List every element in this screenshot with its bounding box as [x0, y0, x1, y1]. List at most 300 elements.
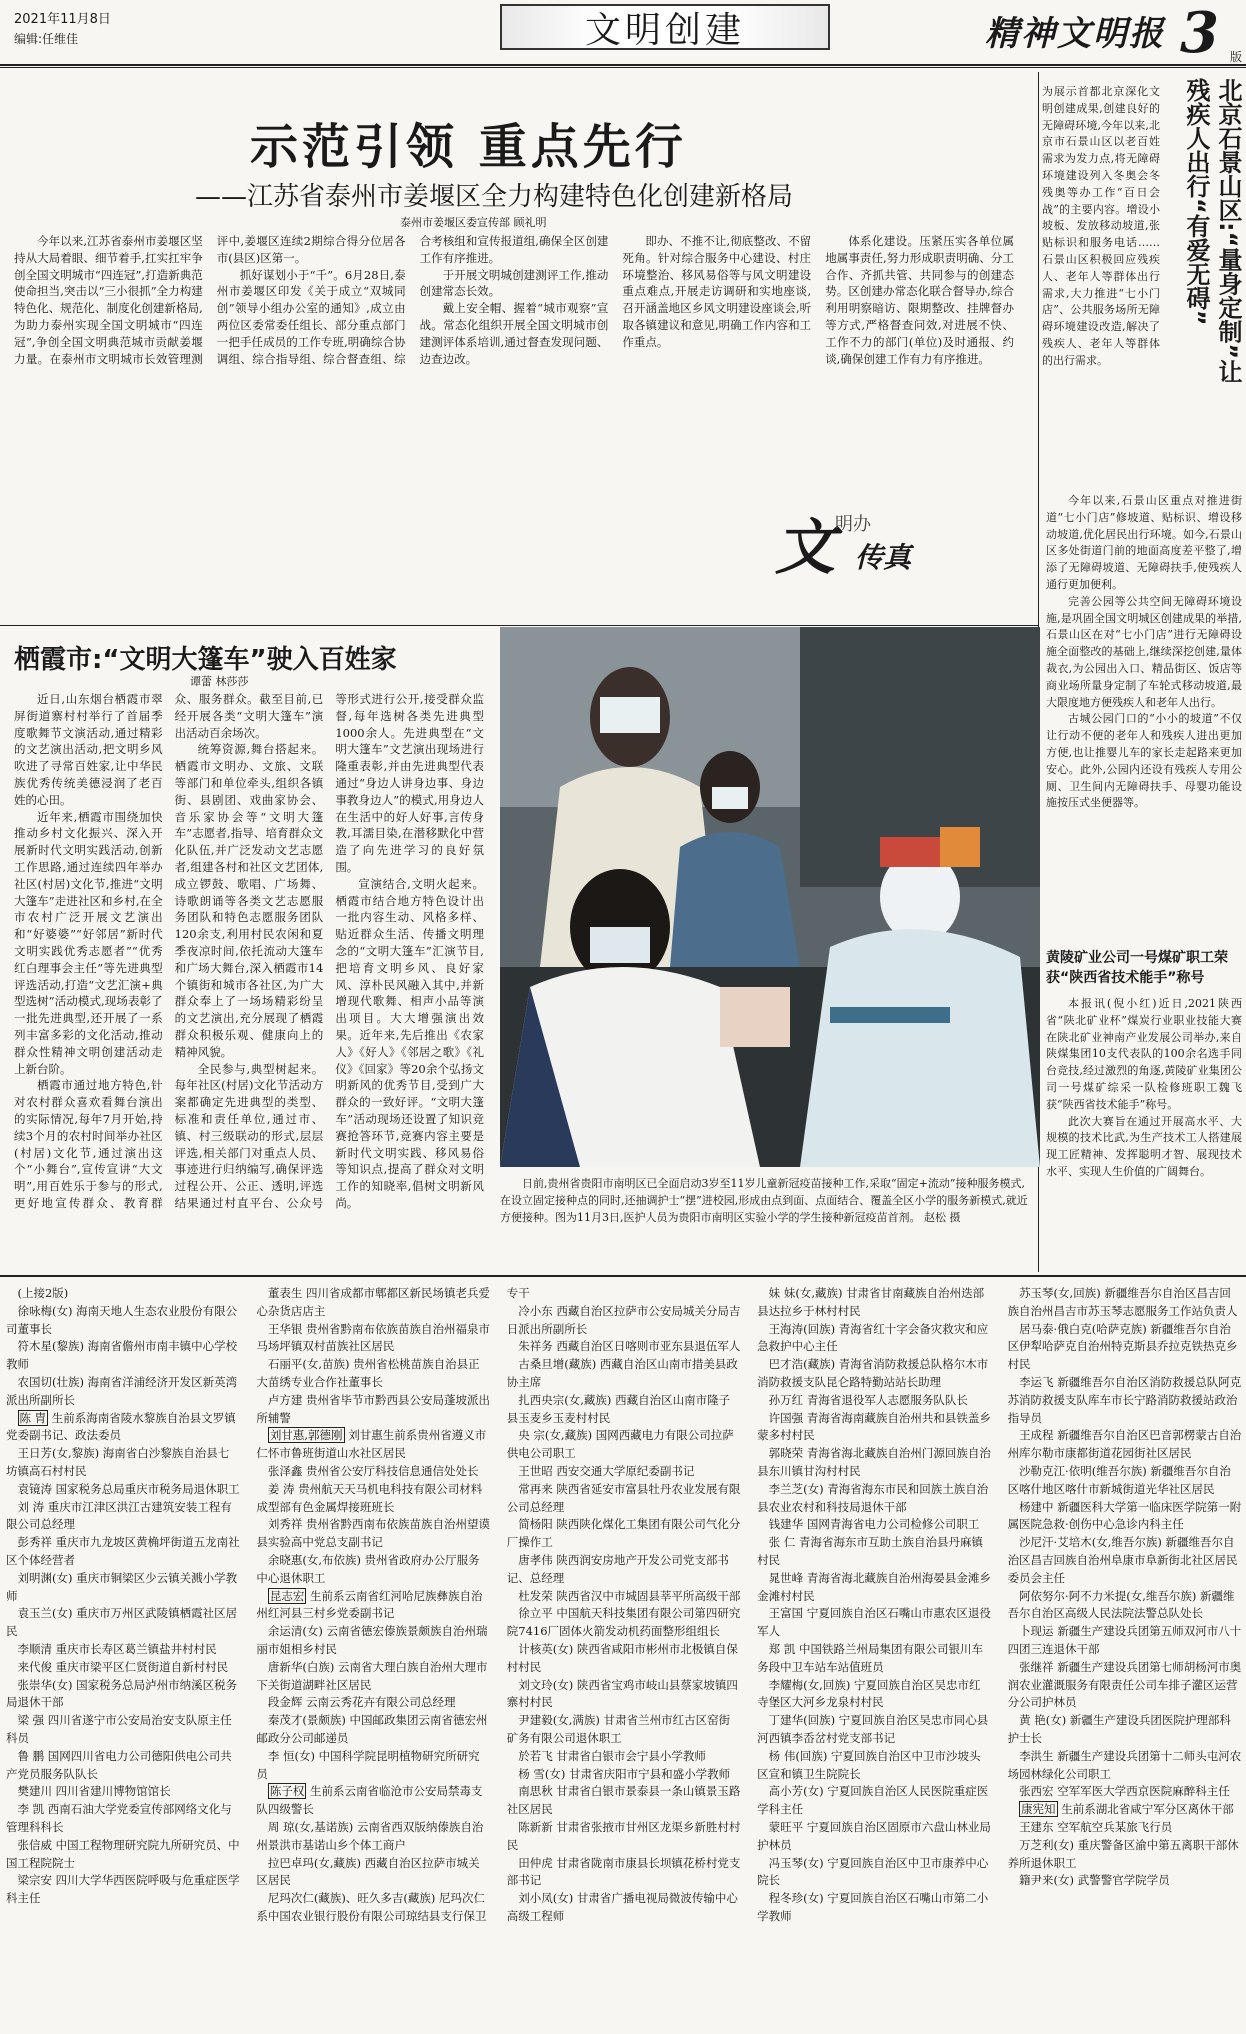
honoree-description: 青海省消防救援总队格尔木市消防救援支队昆仑路特勤站站长助理 — [757, 1357, 989, 1389]
honoree-name: 巴才浩(藏族) — [768, 1357, 836, 1372]
honoree-name: 钱建华 — [768, 1517, 804, 1532]
list-item — [256, 1285, 490, 1321]
honoree-name: 张泽鑫 — [267, 1463, 303, 1478]
list-item — [6, 1534, 240, 1570]
list-item — [6, 1837, 240, 1873]
honoree-description: 云南省西双版纳傣族自治州景洪市基诺山乡个体工商户 — [256, 1819, 484, 1852]
honoree-description: 尼玛次仁系中国农业银行股份有限公司琼结县支行保卫专干 — [256, 1286, 530, 1923]
list-item — [1008, 1499, 1242, 1535]
honoree-description: 重庆市江津区洪江古建筑安装工程有限公司总经理 — [6, 1499, 232, 1532]
honoree-name: 扎西央宗(女,藏族) — [518, 1392, 612, 1407]
list-item — [256, 1783, 490, 1819]
honoree-description: 重庆市梁平区仁贤街道自新村村民 — [52, 1659, 229, 1674]
honoree-description: 青海省海南藏族自治州共和县铁盖乡蒙多村村民 — [757, 1410, 991, 1443]
right-headline: 北京石景山区:“量身定制”让残疾人出行“有爱无碍” — [1182, 78, 1242, 384]
list-item — [757, 1748, 991, 1784]
honoree-description: 国网青海省电力公司检修公司职工 — [803, 1517, 980, 1532]
honoree-description: 西藏自治区山南市隆子县玉麦乡玉麦村村民 — [506, 1392, 731, 1425]
honoree-description: 青海省海北藏族自治州门源回族自治县东川镇甘沟村村民 — [757, 1446, 991, 1478]
edition-label: 版 — [1230, 50, 1243, 64]
list-item — [6, 1872, 240, 1908]
honor-list — [6, 1285, 1242, 2030]
honoree-name: 简杨阳 — [518, 1517, 553, 1532]
honoree-description: 贵州省公安厅科技信息通信处处长 — [302, 1463, 479, 1478]
feature-paragraph: 栖霞市通过地方特色,针对农村群众喜欢看舞台演出的实际情况,每年7月开始,持续3个月的农村时间举办社区(村居)文化节,通过演出这个“小舞台”,宣传宣讲“大文明”,用百姓乐于参与的形式,更好地宣传群众、教育群众、服务群众。截至目前,已经开展各类“文明大篷车”演出活动百余场次。 — [14, 692, 324, 1210]
list-item — [507, 1303, 741, 1339]
honoree-description: 新疆生产建设兵团第十二师头屯河农场园林绿化公司职工 — [1007, 1748, 1242, 1781]
logo-text: 明办 — [835, 514, 871, 535]
list-item — [757, 1890, 991, 1926]
honoree-description: 四川省成都市郫都区新民场镇老兵爱心杂货店店主 — [256, 1286, 491, 1318]
list-item — [256, 1321, 490, 1357]
honoree-name: 李耀梅(女,回族) — [768, 1677, 851, 1692]
list-item — [1008, 1588, 1242, 1624]
honoree-description: 宁夏回族自治区固原市六盘山林业局护林员 — [757, 1819, 991, 1852]
feature-title: 栖霞市:“文明大篷车”驶入百姓家 — [14, 645, 397, 675]
list-item — [6, 1285, 240, 1303]
honoree-description: 中国工程物理研究院九所研究员、中国工程院院士 — [6, 1837, 240, 1870]
list-item — [757, 1392, 991, 1410]
list-item — [757, 1445, 991, 1481]
honoree-description: 甘肃省甘南藏族自治州迭部县达拉乡于林村村民 — [757, 1286, 985, 1318]
honoree-description: 新疆维吾尔自治区昌吉回族自治州昌吉市苏玉琴志愿服务工作站负责人 — [1007, 1286, 1238, 1318]
list-item — [6, 1605, 240, 1641]
honoree-name: 籍尹来(女) — [1019, 1873, 1075, 1888]
photo-caption — [500, 1175, 1030, 1226]
list-item — [507, 1766, 741, 1784]
honoree-description: 甘肃省白银市景泰县一条山镇景玉路社区居民 — [506, 1784, 741, 1817]
list-item — [1008, 1872, 1242, 1890]
paper-name: 精神文明报 — [985, 14, 1165, 54]
honoree-name: 沙勒克江·依明(维吾尔族) — [1019, 1463, 1147, 1478]
list-item — [6, 1445, 240, 1481]
list-item — [6, 1712, 240, 1748]
honoree-description: 贵州省黔南布依族苗族自治州福泉市马场坪镇双村苗族社区居民 — [256, 1321, 491, 1354]
honoree-description: 西藏自治区日喀则市亚东县退伍军人 — [552, 1339, 741, 1354]
right-column — [1040, 78, 1246, 1278]
honoree-description: 青海省海东市互助土族自治县丹麻镇村民 — [757, 1535, 983, 1567]
honoree-description: 青海省海东市民和回族土族自治县农业农村和科技局退休干部 — [757, 1481, 989, 1514]
list-item — [1008, 1285, 1242, 1321]
honoree-description: 新疆维吾尔自治区巴音郭楞蒙古自治州库尔勒市康都街道花园街社区居民 — [1007, 1428, 1242, 1461]
honoree-description: 四川大学华西医院呼吸与危重症医学科主任 — [6, 1873, 240, 1906]
list-item — [1008, 1374, 1242, 1427]
honoree-name: 陈子权 — [269, 1784, 305, 1799]
honoree-name: 彭秀祥 — [17, 1535, 52, 1550]
section-divider — [0, 625, 1038, 626]
honoree-name: 许国强 — [768, 1410, 804, 1425]
caption-credit: 赵松 摄 — [924, 1211, 961, 1224]
vaccination-photo — [500, 627, 1040, 1167]
honoree-name: 徐咏梅(女) — [17, 1303, 73, 1318]
list-item — [256, 1748, 490, 1784]
lead-paragraph: 抓好谋划小于“千”。6月28日,泰州市姜堰区印发《关于成立“双城同创”领导小组办公室的通知》,成立由两位区委常委任组长、部分重点部门一把手任成员的工作专班,明确综合协调组、综合指导组、综合督查组、综合考核组和宣传报道组,确保全区创建工作有序推进。 — [216, 234, 609, 366]
honoree-name: 张 仁 — [768, 1535, 796, 1550]
honoree-description: 甘肃省广播电视局微波传输中心高级工程师 — [506, 1891, 738, 1923]
honoree-description: 重庆市长寿区葛兰镇盐井村村民 — [52, 1641, 217, 1656]
honoree-description: 宁夏回族自治区中卫市沙坡头区宣和镇卫生院院长 — [757, 1748, 981, 1781]
list-item — [507, 1516, 741, 1552]
list-item — [256, 1552, 490, 1588]
honoree-name: (上接2版) — [17, 1286, 69, 1300]
honoree-name: 南思秋 — [518, 1784, 553, 1799]
honoree-name: 李洪生 — [1019, 1748, 1054, 1763]
honoree-name: 董表生 — [267, 1286, 303, 1300]
honoree-description: 宁夏回族自治区石嘴山市第二小学教师 — [757, 1891, 989, 1923]
honoree-name: 沙尼汗·艾培木(女,维吾尔族) — [1019, 1535, 1162, 1550]
honoree-name: 王富国 — [768, 1606, 804, 1621]
list-item — [507, 1890, 741, 1926]
honoree-description: 重庆市万州区武陵镇栖霞社区居民 — [6, 1606, 238, 1639]
list-item — [6, 1801, 240, 1837]
honoree-name: 妹 妹(女,藏族) — [768, 1286, 843, 1300]
list-item — [757, 1285, 991, 1321]
honoree-name: 张继祥 — [1019, 1659, 1054, 1674]
list-item — [757, 1819, 991, 1855]
honoree-name: 刘甘惠,郭德刚 — [269, 1428, 343, 1443]
list-item — [6, 1677, 240, 1713]
list-item — [757, 1516, 991, 1534]
honoree-name: 樊建川 — [17, 1784, 52, 1799]
list-item — [757, 1783, 991, 1819]
list-item — [1008, 1321, 1242, 1374]
list-item — [757, 1356, 991, 1392]
list-item — [757, 1534, 991, 1570]
honoree-name: 周 琼(女,基诺族) — [267, 1819, 354, 1834]
honoree-name: 张崇华(女) — [17, 1677, 73, 1692]
list-item — [256, 1819, 490, 1855]
list-item — [6, 1659, 240, 1677]
honoree-description: 甘肃省兰州市红古区窑街矿务有限公司退休职工 — [506, 1713, 731, 1745]
list-item — [507, 1819, 741, 1855]
list-item — [507, 1392, 741, 1428]
issue-date: 2021年11月8日 — [14, 12, 111, 27]
honoree-description: 云南云秀花卉有限公司总经理 — [302, 1695, 456, 1710]
honoree-description: 陕西省汉中市城固县莘平所高级干部 — [552, 1588, 741, 1603]
list-item — [507, 1641, 741, 1677]
honoree-description: 新疆生产建设兵团医院护理部科护士长 — [1007, 1713, 1231, 1745]
honoree-name: 李运飞 — [1019, 1374, 1054, 1389]
feature-paragraph: 统筹资源,舞台搭起来。栖霞市文明办、文旅、文联等部门和单位牵头,组织各镇街、县剧团、戏曲家协会、音乐家协会等“文明大篷车”志愿者,指导、培育群众文化队伍,并广泛发动文艺志愿者,组建各村和社区文艺团体,成立锣鼓、歌唱、广场舞、诗歌朗诵等各类文艺志愿服务团队和特色志愿服务团队120余支,利用村民农闲和夏季夜凉时间,依托流动大篷车和广场大舞台,深入栖霞市14个镇街和城市各社区,为广大群众奉上了一场场精彩纷呈的文艺演出,充分展现了栖霞群众积极乐观、健康向上的精神风貌。 — [174, 742, 324, 1059]
honoree-name: 王世昭 — [518, 1463, 553, 1478]
list-item — [256, 1855, 490, 1891]
honoree-description: 海南省白沙黎族自治县七坊镇高石村村民 — [6, 1446, 230, 1478]
list-item — [6, 1570, 240, 1606]
honoree-name: 余晓惠(女,布依族) — [267, 1552, 362, 1567]
honoree-name: 唐孝伟 — [518, 1552, 553, 1567]
honoree-description: 陕西省宝鸡市岐山县蔡家坡镇四寨村村民 — [506, 1677, 738, 1710]
honoree-name: 蒙旺平 — [768, 1819, 804, 1834]
right-sub-body — [1046, 996, 1242, 1181]
honoree-description: 甘肃省白银市会宁县小学教师 — [552, 1748, 706, 1763]
honoree-name: 王建东 — [1019, 1819, 1054, 1834]
list-item — [256, 1356, 490, 1392]
list-item — [256, 1481, 490, 1517]
honoree-name: 卜现运 — [1019, 1624, 1054, 1639]
honoree-description: 宁夏回族自治区中卫市康养中心院长 — [757, 1855, 989, 1888]
honoree-name: 石丽平(女,苗族) — [267, 1357, 350, 1372]
honoree-name: 杨 雪(女) — [518, 1766, 566, 1781]
right-paragraph: 古城公园门口的“小小的坡道”不仅让行动不便的老年人和残疾人进出更加方便,也让推婴儿车的家长走起路来更加安心。此外,公园内还设有残疾人专用公厕、卫生间内无障碍扶手、母婴功能设施按压式坐便器等。 — [1046, 712, 1242, 810]
honoree-description: 西藏自治区拉萨市公安局城关分局吉日派出所副所长 — [506, 1303, 741, 1336]
list-item — [6, 1783, 240, 1801]
feature-article — [0, 627, 1040, 1270]
list-item — [507, 1712, 741, 1748]
honoree-description: 新疆维吾尔自治区高级人民法院法警总队处长 — [1007, 1588, 1235, 1621]
list-item — [256, 1392, 490, 1428]
honoree-name: 常再来 — [518, 1481, 553, 1496]
honoree-name: 田仲虎 — [518, 1855, 553, 1870]
lead-subtitle: ——江苏省泰州市姜堰区全力构建特色化创建新格局 — [195, 182, 794, 212]
list-item — [6, 1374, 240, 1410]
honoree-name: 阿依努尔·阿不力米提(女,维吾尔族) — [1019, 1588, 1197, 1603]
feature-paragraph: 全民参与,典型树起来。每年社区(村居)文化节活动方案都确定先进典型的类型、标准和责任单位,通过市、镇、村三级联动的形式,层层评选,相关部门对重点人员、事迹进行归纳编写,确保评选过程公开、公正、透明,评选结果通过村直平台、公众号等形式进行公开,接受群众监督,每年选树各类先进典型1000余人。先进典型在“文明大篷车”文艺演出现场进行隆重表彰,并由先进典型代表通过“身边人讲身边事、身边事教身边人”的模式,用身边人在生活中的好人好事,言传身教,耳濡目染,在潜移默化中营造了向先进学习的良好氛围。 — [174, 692, 484, 1210]
list-item — [1008, 1427, 1242, 1463]
honoree-name: 程冬珍(女) — [768, 1891, 824, 1906]
honoree-description: 重庆警备区渝中第五离职干部休养所退休职工 — [1007, 1837, 1239, 1870]
honoree-description: 新疆维吾尔自治区伊犁哈萨克自治州特克斯县乔拉克铁热克乡村民 — [1007, 1321, 1238, 1372]
honoree-description: 刘甘惠生前系贵州省遵义市仁怀市鲁班街道山水社区居民 — [256, 1428, 487, 1461]
photo-illustration — [500, 627, 1040, 1167]
masthead-rule — [0, 64, 1246, 68]
honoree-name: 李兰芝(女) — [768, 1481, 824, 1496]
list-item — [1008, 1659, 1242, 1712]
section-title: 文明创建 — [500, 4, 830, 50]
right-paragraph: 今年以来,石景山区重点对推进街道“七小门店”修坡道、贴标识、增设移动坡道,优化居民出行环境。如今,石景山区多处街道门前的地面高度差平整了,增添了无障碍坡道、无障碍扶手,使残疾人通行更加便利。 — [1046, 494, 1242, 591]
honoree-name: 居马泰·俄白克(哈萨克族) — [1019, 1321, 1147, 1336]
list-item — [1008, 1534, 1242, 1587]
honoree-name: 袁镜涛 — [17, 1481, 52, 1496]
honoree-description: 贵州省毕节市黔西县公安局蓬坡派出所辅警 — [256, 1392, 491, 1425]
honoree-description: 重庆市铜梁区少云镇关溅小学教师 — [6, 1570, 238, 1603]
honoree-description: 陕西省咸阳市彬州市北极镇自保村村民 — [506, 1641, 738, 1674]
honoree-name: 拉巴卓玛(女,藏族) — [267, 1855, 362, 1870]
honoree-description: 甘肃省张掖市甘州区龙渠乡新胜村村民 — [506, 1819, 741, 1852]
honoree-name: 刘小凤(女) — [518, 1891, 574, 1906]
list-item — [507, 1463, 741, 1481]
honoree-description: 生前系湖北省咸宁军分区离休干部 — [1057, 1802, 1234, 1817]
list-item — [757, 1855, 991, 1891]
honoree-name: 刘文玲(女) — [518, 1677, 574, 1692]
honoree-description: 宁夏回族自治区吴忠市红寺堡区大河乡龙泉村村民 — [757, 1677, 981, 1710]
honoree-description: 甘肃省陇南市康县长坝镇花桥村党支部书记 — [506, 1855, 741, 1888]
honoree-name: 张西宏 — [1019, 1784, 1054, 1799]
list-item — [507, 1605, 741, 1641]
list-item — [6, 1748, 240, 1784]
list-item — [256, 1623, 490, 1659]
honoree-name: 来代俊 — [17, 1659, 52, 1674]
honoree-name: 央 宗(女,藏族) — [518, 1428, 593, 1443]
honoree-description: 新疆维吾尔自治区喀什地区喀什市新城街道光华社区居民 — [1007, 1463, 1231, 1496]
list-item — [1008, 1783, 1242, 1801]
list-item — [1008, 1712, 1242, 1748]
honoree-name: 李 凯 — [17, 1802, 45, 1817]
honoree-name: 朱祥务 — [518, 1339, 553, 1354]
honoree-description: 空军航空兵某旅飞行员 — [1053, 1819, 1173, 1834]
right-paragraph: 完善公园等公共空间无障碍环境设施,是巩固全国文明城区创建成果的举措,石景山区在对“七小门店”进行无障碍设施全面整改的基础上,继续深挖创建,量体裁衣,为公园出入口、精品街区、饭店等商业场所量身定制了车轮式移动坡道,最大限度地方便残疾人和老年人出行。 — [1046, 594, 1242, 709]
honoree-name: 康宪知 — [1021, 1802, 1056, 1817]
honoree-name: 王海涛(回族) — [768, 1321, 836, 1336]
list-item — [507, 1748, 741, 1766]
list-item — [6, 1303, 240, 1339]
honoree-name: 万芝利(女) — [1019, 1837, 1075, 1852]
honoree-description: 海南天地人生态农业股份有限公司董事长 — [6, 1303, 238, 1336]
right-body — [1046, 493, 1242, 812]
lead-paragraph: 体系化建设。压紧压实各单位属地属事责任,努力形成职责明确、分工合作、齐抓共管、共同参与的创建态势。区创建办常态化联合督导办,综合利用明察暗访、限期整改、挂牌督办等方式,严格督查问效,对进展不快、工作不力的部门(单位)及时通报、约谈,确保创建工作有力有序推进。 — [825, 234, 1014, 366]
honoree-name: 苏玉琴(女,回族) — [1019, 1286, 1101, 1300]
list-item — [757, 1481, 991, 1517]
list-item — [507, 1338, 741, 1356]
honoree-description: 四川省建川博物馆馆长 — [52, 1784, 171, 1799]
feature-paragraph: 近日,山东烟台栖霞市翠屏街道寨村村举行了首届季度歌舞节文演活动,通过精彩的文艺演出活动,把文明乡风吹进了寻常百姓家,让中华民族优秀传统美德浸润了老百姓的心田。 — [14, 692, 163, 807]
list-item — [256, 1712, 490, 1748]
list-item — [507, 1677, 741, 1713]
feature-byline: 谭蕾 林莎莎 — [190, 675, 249, 688]
honoree-description: 中国铁路兰州局集团有限公司银川车务段中卫车站车站值班员 — [757, 1641, 983, 1674]
honoree-description: 武警警官学院学员 — [1074, 1873, 1170, 1888]
honoree-description: 生前系云南省红河哈尼族彝族自治州红河县三村乡党委副书记 — [256, 1588, 483, 1621]
honoree-description: 陕西润安房地产开发公司党支部书记、总经理 — [506, 1552, 729, 1585]
honoree-name: 卢方建 — [267, 1392, 303, 1407]
honoree-name: 高小芳(女) — [768, 1784, 824, 1799]
honoree-description: 甘肃省庆阳市宁县和盛小学教师 — [565, 1766, 731, 1781]
honoree-name: 郑 凯 — [768, 1641, 796, 1656]
caption-text: 日前,贵州省贵阳市南明区已全面启动3岁至11岁儿童新冠疫苗接种工作,采取“固定+流动”接种服务模式,在设立固定接种点的同时,还抽调护士“摆”进校园,形成由点到面、点面结合、覆盖全区小学的服务新模式,就近方便接种。图为11月3日,医护人员为贵阳市南明区实验小学的学生接种新冠疫苗首剂。 — [500, 1177, 1028, 1224]
honoree-description: 宁夏回族自治区人民医院重症医学科主任 — [757, 1784, 989, 1817]
honoree-name: 杨建中 — [1019, 1499, 1054, 1514]
list-item — [757, 1605, 991, 1641]
honoree-name: 农国切(壮族) — [17, 1374, 84, 1389]
honoree-name: 尹建毅(女,满族) — [518, 1713, 600, 1728]
list-item — [6, 1481, 240, 1499]
honoree-name: 黄 艳(女) — [1019, 1713, 1067, 1728]
list-item — [507, 1552, 741, 1588]
honoree-name: 段金辉 — [267, 1695, 303, 1710]
right-sub-paragraph: 本报讯(倪小红)近日,2021陕西省“陕北矿业杯”煤炭行业职业技能大赛在陕北矿业神南产业发展公司举办,来自陕煤集团10支代表队的100余名选手同台竞技,经过激烈的角逐,黄陵矿业集团公司一号煤矿综采一队检修班职工魏飞获“陕西省技术能手”称号。 — [1046, 997, 1242, 1111]
list-item — [507, 1783, 741, 1819]
list-item — [757, 1321, 991, 1357]
honoree-description: 陕西省延安市富县牡丹农业发展有限公司总经理 — [506, 1481, 741, 1514]
list-item — [256, 1463, 490, 1481]
honoree-description: 新疆生产建设兵团第五师双河市八十四团三连退休干部 — [1007, 1624, 1242, 1656]
honoree-name: 唐新华(白族) — [267, 1659, 335, 1674]
honoree-name: 刘明渊(女) — [17, 1570, 73, 1585]
honoree-name: 姜 涛 — [267, 1481, 295, 1496]
honoree-description: 贵州航天天马机电科技有限公司材料成型部有色金属焊接班班长 — [256, 1481, 483, 1514]
honoree-description: 贵州省政府办公厅服务中心退休职工 — [256, 1552, 480, 1585]
honoree-name: 古桑旦增(藏族) — [518, 1357, 597, 1372]
list-item — [6, 1641, 240, 1659]
honoree-description: 海南省洋浦经济开发区新英湾派出所副所长 — [6, 1374, 238, 1407]
list-item — [256, 1516, 490, 1552]
list-item — [1008, 1819, 1242, 1837]
honoree-description: 中国科学院昆明植物研究所研究员 — [256, 1748, 480, 1781]
honoree-description: 重庆市九龙坡区黄桷坪街道五龙南社区个体经营者 — [6, 1535, 240, 1567]
honoree-name: 王成程 — [1019, 1428, 1054, 1443]
lead-paragraph: 于开展文明城创建测评工作,推动创建常态长效。 — [419, 267, 609, 299]
honoree-name: 鲁 鹏 — [17, 1748, 45, 1763]
masthead — [0, 0, 1246, 72]
honoree-name: 孙万红 — [768, 1392, 804, 1407]
honoree-description: 宁夏回族自治区吴忠市同心县河西镇李岙岔村党支部书记 — [757, 1713, 989, 1745]
list-item — [757, 1677, 991, 1713]
list-item — [1008, 1623, 1242, 1659]
list-item — [507, 1356, 741, 1392]
honoree-description: 贵州省黔西南布依族苗族自治州望谟县实验高中党总支副书记 — [256, 1517, 491, 1550]
list-item — [6, 1410, 240, 1446]
honoree-description: 中国航天科技集团有限公司第四研究院7416厂固体火箭发动机药面整形组组长 — [506, 1606, 741, 1639]
honoree-description: 国网西藏电力有限公司拉萨供电公司职工 — [506, 1428, 734, 1461]
list-item — [507, 1481, 741, 1517]
honoree-name: 李顺清 — [17, 1641, 52, 1656]
honoree-description: 西藏自治区山南市措美县政协主席 — [506, 1357, 738, 1389]
lead-paragraph: 戴上安全帽、握着“城市观察”宣战。常态化组织开展全国文明城市创建测评体系培训,通过督查发现问题、边查边改。 — [419, 301, 609, 366]
list-item — [1008, 1837, 1242, 1873]
honoree-description: 空军军医大学西京医院麻醉科主任 — [1053, 1784, 1230, 1799]
honoree-name: 袁玉兰(女) — [17, 1606, 73, 1621]
honoree-description: 宁夏回族自治区石嘴山市惠农区退役军人 — [757, 1606, 991, 1639]
honoree-description: 新疆维吾尔自治区消防救援总队阿克苏消防救援支队库车市长宁路消防救援站政治指导员 — [1007, 1374, 1242, 1425]
honoree-name: 徐立平 — [518, 1606, 553, 1621]
right-sub-headline: 黄陵矿业公司一号煤矿职工荣获“陕西省技术能手”称号 — [1046, 950, 1228, 986]
honoree-description: 中国邮政集团云南省德宏州邮政分公司邮递员 — [256, 1713, 488, 1745]
lead-title: 示范引领 重点先行 — [250, 119, 687, 175]
honoree-description: 西安交通大学原纪委副书记 — [552, 1463, 695, 1478]
list-item — [1008, 1463, 1242, 1499]
logo-char: 文 — [775, 513, 835, 583]
list-item — [757, 1570, 991, 1606]
honoree-name: 杜发荣 — [518, 1588, 553, 1603]
honoree-description: 四川省遂宁市公安局治安支队原主任科员 — [6, 1713, 232, 1745]
honoree-description: 青海省海北藏族自治州海晏县金滩乡金滩村村民 — [757, 1570, 991, 1603]
honoree-name: 刘秀祥 — [267, 1517, 303, 1532]
logo-text: 传真 — [855, 541, 912, 574]
right-intro: 为展示首都北京深化文明创建成果,创建良好的无障碍环境,今年以来,北京市石景山区以老百姓需求为发力点,将无障碍环境建设列入冬奥会冬残奥等办工作“百日会战”的主要内容。增设小坡板、发放移动坡道,张贴标识和服务电话……石景山区积极回应残疾人、老年人等群体出行需求,大力推进“七小门店”、公共服务场所无障碍环境建设改造,解决了残疾人、老年人等群体的出行需求。 — [1042, 85, 1160, 367]
honoree-name: 冯玉琴(女) — [768, 1855, 824, 1870]
lead-paragraph: 即办、不推不让,彻底整改、不留死角。针对综合服务中心建设、村庄环境整治、移风易俗等与风文明建设重点难点,开展走访调研和实地座谈,召开涵盖地区乡风文明建设座谈会,听取各镇建议和意见,明确工作内容和工作重点。 — [622, 234, 812, 349]
editor-credit: 编辑:任维佳 — [14, 32, 79, 46]
list-item — [256, 1659, 490, 1695]
list-item — [507, 1588, 741, 1606]
honoree-description: 国网四川省电力公司德阳供电公司共产党员服务队队长 — [6, 1748, 232, 1781]
list-item — [256, 1588, 490, 1624]
page-number: 3 — [1180, 0, 1219, 66]
honoree-description: 国家税务总局泸州市纳溪区税务局退休干部 — [6, 1677, 238, 1710]
honoree-description: 云南省大理白族自治州大理市下关街道湖畔社区居民 — [256, 1659, 488, 1692]
lead-paragraph: 今年以来,江苏省泰州市姜堰区坚持从大局着眼、细节着手,扛实扛牢争创全国文明城市“四连冠”,打造新典范使命担当,突击以“三小很抓”全力构建特色化、规范化、制度化创建新格局,为助力泰州实现全国文明城市“四连冠”,争创全国文明典范城市贡献姜堰力量。在泰州市文明城市长效管理测评中,姜堰区连续2期综合得分位居各市(县区)区第一。 — [14, 234, 406, 366]
honoree-name: 张信威 — [17, 1837, 52, 1852]
honoree-name: 於若飞 — [518, 1748, 553, 1763]
honoree-description: 西南石油大学党委宣传部网络文化与管理科科长 — [6, 1802, 232, 1834]
list-item — [1008, 1748, 1242, 1784]
list-item — [507, 1427, 741, 1463]
feature-paragraph: 近年来,栖霞市围绕加快推动乡村文化振兴、深入开展新时代文明实践活动,创新工作思路,通过连续四年举办社区(村居)文化节,推进“文明大篷车”走进社区和乡村,在全市农村广泛开展文艺演出和“好婆婆”“好邻居”新时代文明实践优秀志愿者”“优秀红白理事会主任”等先进典型评选活动,打造“文艺汇演+典型选树”活动模式,现场表彰了一批先进典型,还开展了一系列丰富多彩的文化活动,推动群众性精神文明创建活动走上新台阶。 — [14, 809, 163, 1076]
list-item — [6, 1338, 240, 1374]
honoree-name: 陈 胄 — [19, 1410, 47, 1425]
list-item — [256, 1694, 490, 1712]
list-item — [757, 1712, 991, 1748]
honoree-name: 郭晓荣 — [768, 1446, 804, 1461]
honoree-name: 梁 强 — [17, 1713, 45, 1728]
honoree-name: 杨 伟(回族) — [768, 1748, 828, 1763]
lead-byline: 泰州市姜堰区委宣传部 顾礼明 — [400, 216, 547, 229]
honoree-description: 贵州省松桃苗族自治县正大苗绣专业合作社董事长 — [256, 1357, 480, 1389]
honoree-name: 晁世峰 — [768, 1570, 804, 1585]
wenming-fax-logo — [775, 500, 935, 583]
list-item — [256, 1427, 490, 1463]
honoree-description: 新疆维吾尔自治区昌吉回族自治州阜康市阜新街北社区居民委员会主任 — [1007, 1535, 1238, 1585]
feature-body — [14, 691, 484, 1261]
